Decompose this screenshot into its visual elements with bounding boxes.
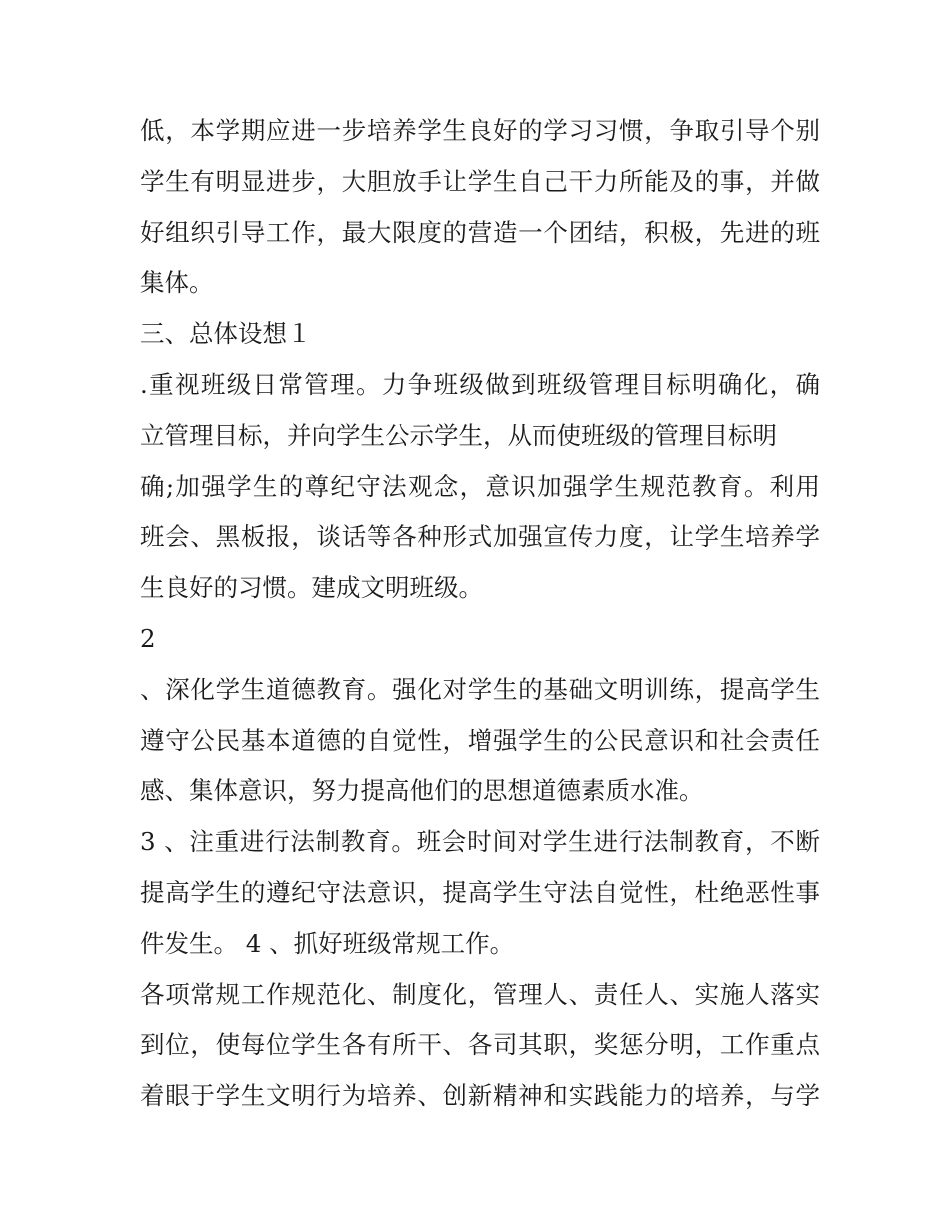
text-line: 好组织引导工作，最大限度的营造一个团结，积极，先进的班 bbox=[140, 217, 820, 247]
text-line: 到位，使每位学生各有所干、各司其职，奖惩分明，工作重点 bbox=[140, 1030, 820, 1060]
text-line: 生良好的习惯。建成文明班级。 bbox=[140, 573, 483, 603]
text-line: 、深化学生道德教育。强化对学生的基础文明训练，提高学生 bbox=[140, 674, 820, 704]
text-line: 3 、注重进行法制教育。班会时间对学生进行法制教育，不断 bbox=[140, 827, 820, 857]
text-line: 班会、黑板报，谈话等各种形式加强宣传力度，让学生培养学 bbox=[140, 522, 820, 552]
text-line: 低，本学期应进一步培养学生良好的学习习惯，争取引导个别 bbox=[140, 116, 820, 145]
text-line: 立管理目标，并向学生公示学生，从而使班级的管理目标明 bbox=[140, 420, 777, 450]
text-line: .重视班级日常管理。力争班级做到班级管理目标明确化，确 bbox=[140, 369, 820, 399]
text-line: 着眼于学生文明行为培养、创新精神和实践能力的培养，与学 bbox=[140, 1081, 820, 1111]
text-line: 各项常规工作规范化、制度化，管理人、责任人、实施人落实 bbox=[140, 979, 820, 1009]
text-line: 提高学生的遵纪守法意识，提高学生守法自觉性，杜绝恶性事 bbox=[140, 877, 820, 907]
text-line: 集体。 bbox=[140, 268, 214, 298]
text-line: 学生有明显进步，大胆放手让学生自己干力所能及的事，并做 bbox=[140, 166, 820, 196]
list-number: 2 bbox=[140, 623, 156, 653]
text-line: 遵守公民基本道德的自觉性，增强学生的公民意识和社会责任 bbox=[140, 725, 820, 755]
document-body bbox=[140, 106, 820, 1122]
text-line: 感、集体意识，努力提高他们的思想道德素质水准。 bbox=[140, 776, 704, 806]
text-line: 件发生。 4 、抓好班级常规工作。 bbox=[140, 928, 515, 958]
text-line: 确;加强学生的尊纪守法观念，意识加强学生规范教育。利用 bbox=[140, 471, 820, 501]
section-heading: 三、总体设想１ bbox=[140, 319, 312, 349]
